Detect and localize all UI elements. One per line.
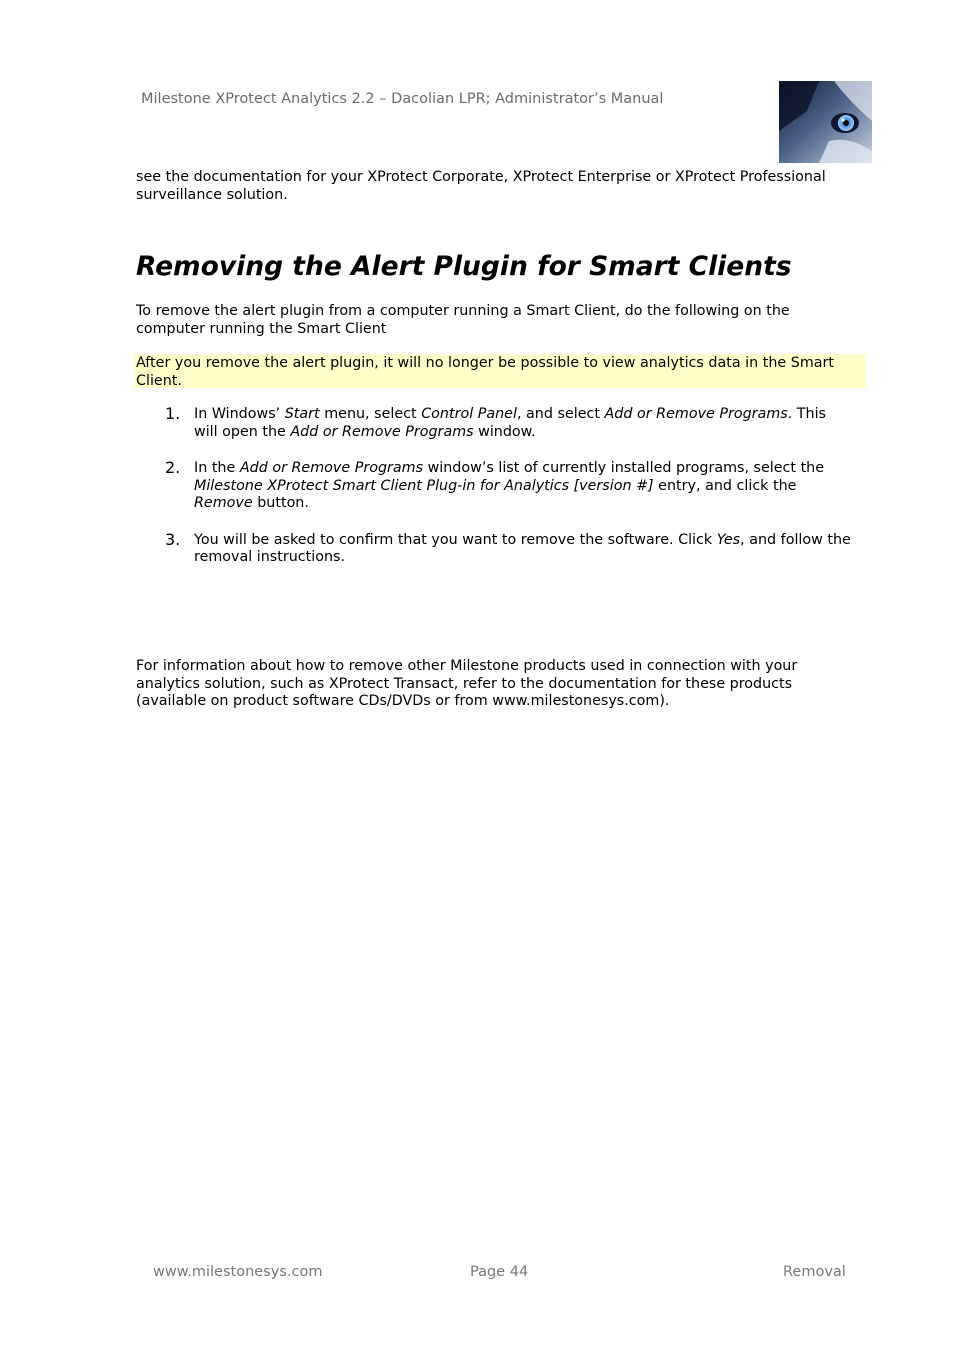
step-item xyxy=(136,460,866,513)
footer-chapter: Removal xyxy=(783,1264,846,1280)
step-text-emphasis: Add or Remove Programs xyxy=(604,406,788,422)
step-text xyxy=(194,532,854,567)
step-text-emphasis: Control Panel xyxy=(421,406,517,422)
step-text-part: You will be asked to confirm that you want to remove the software. Click xyxy=(194,531,717,548)
section-heading: Removing the Alert Plugin for Smart Clients xyxy=(136,251,792,282)
step-text-part: In the xyxy=(194,460,240,476)
step-text-emphasis: Yes xyxy=(716,531,741,548)
step-text-emphasis: Add or Remove Programs xyxy=(290,423,474,440)
highlighted-note xyxy=(134,354,866,388)
wolf-eye-icon xyxy=(779,81,872,163)
step-text-emphasis: Remove xyxy=(194,495,253,511)
outro-paragraph: For information about how to remove other Milestone products used in connection with your analytics solution, such as XProtect Transact, refer to the documentation for these products (available on product software CDs/DVDs or from www.milestonesys.com). xyxy=(136,658,798,709)
step-text-part: In Windows’ xyxy=(194,406,285,422)
step-text-part: button. xyxy=(252,495,309,511)
step-text xyxy=(194,406,854,441)
step-item xyxy=(136,406,866,441)
step-number: 2. xyxy=(165,458,181,477)
running-header: Milestone XProtect Analytics 2.2 – Dacolian LPR; Administrator’s Manual xyxy=(141,91,664,107)
footer-website: www.milestonesys.com xyxy=(153,1264,323,1280)
step-text-part: , and select xyxy=(516,406,605,422)
step-text-part: window’s list of currently installed programs, select the xyxy=(423,460,825,476)
step-text-part: . This will open the xyxy=(194,406,827,440)
step-text-emphasis: Milestone XProtect Smart Client Plug-in for Analytics [version #] xyxy=(194,477,654,494)
footer-page-number: Page 44 xyxy=(470,1264,529,1280)
intro-paragraph: see the documentation for your XProtect Corporate, XProtect Enterprise or XProtect Professional surveillance solution. xyxy=(136,169,826,203)
step-text-emphasis: Add or Remove Programs xyxy=(239,460,424,476)
note-text: After you remove the alert plugin, it will no longer be possible to view analytics data in the Smart Client. xyxy=(136,355,834,389)
step-text xyxy=(194,460,854,513)
step-text-part: , and follow the removal instructions. xyxy=(194,531,851,565)
step-number: 1. xyxy=(165,404,181,423)
step-text-part: window. xyxy=(473,423,536,440)
step-number: 3. xyxy=(165,529,181,549)
step-text-part: entry, and click the xyxy=(653,477,797,494)
step-text-part: menu, select xyxy=(319,406,422,422)
removal-steps-list xyxy=(136,406,866,586)
step-text-emphasis: Start xyxy=(284,406,320,422)
lead-paragraph: To remove the alert plugin from a computer running a Smart Client, do the following on the computer running the Smart Client xyxy=(136,303,790,337)
step-item xyxy=(136,529,866,567)
